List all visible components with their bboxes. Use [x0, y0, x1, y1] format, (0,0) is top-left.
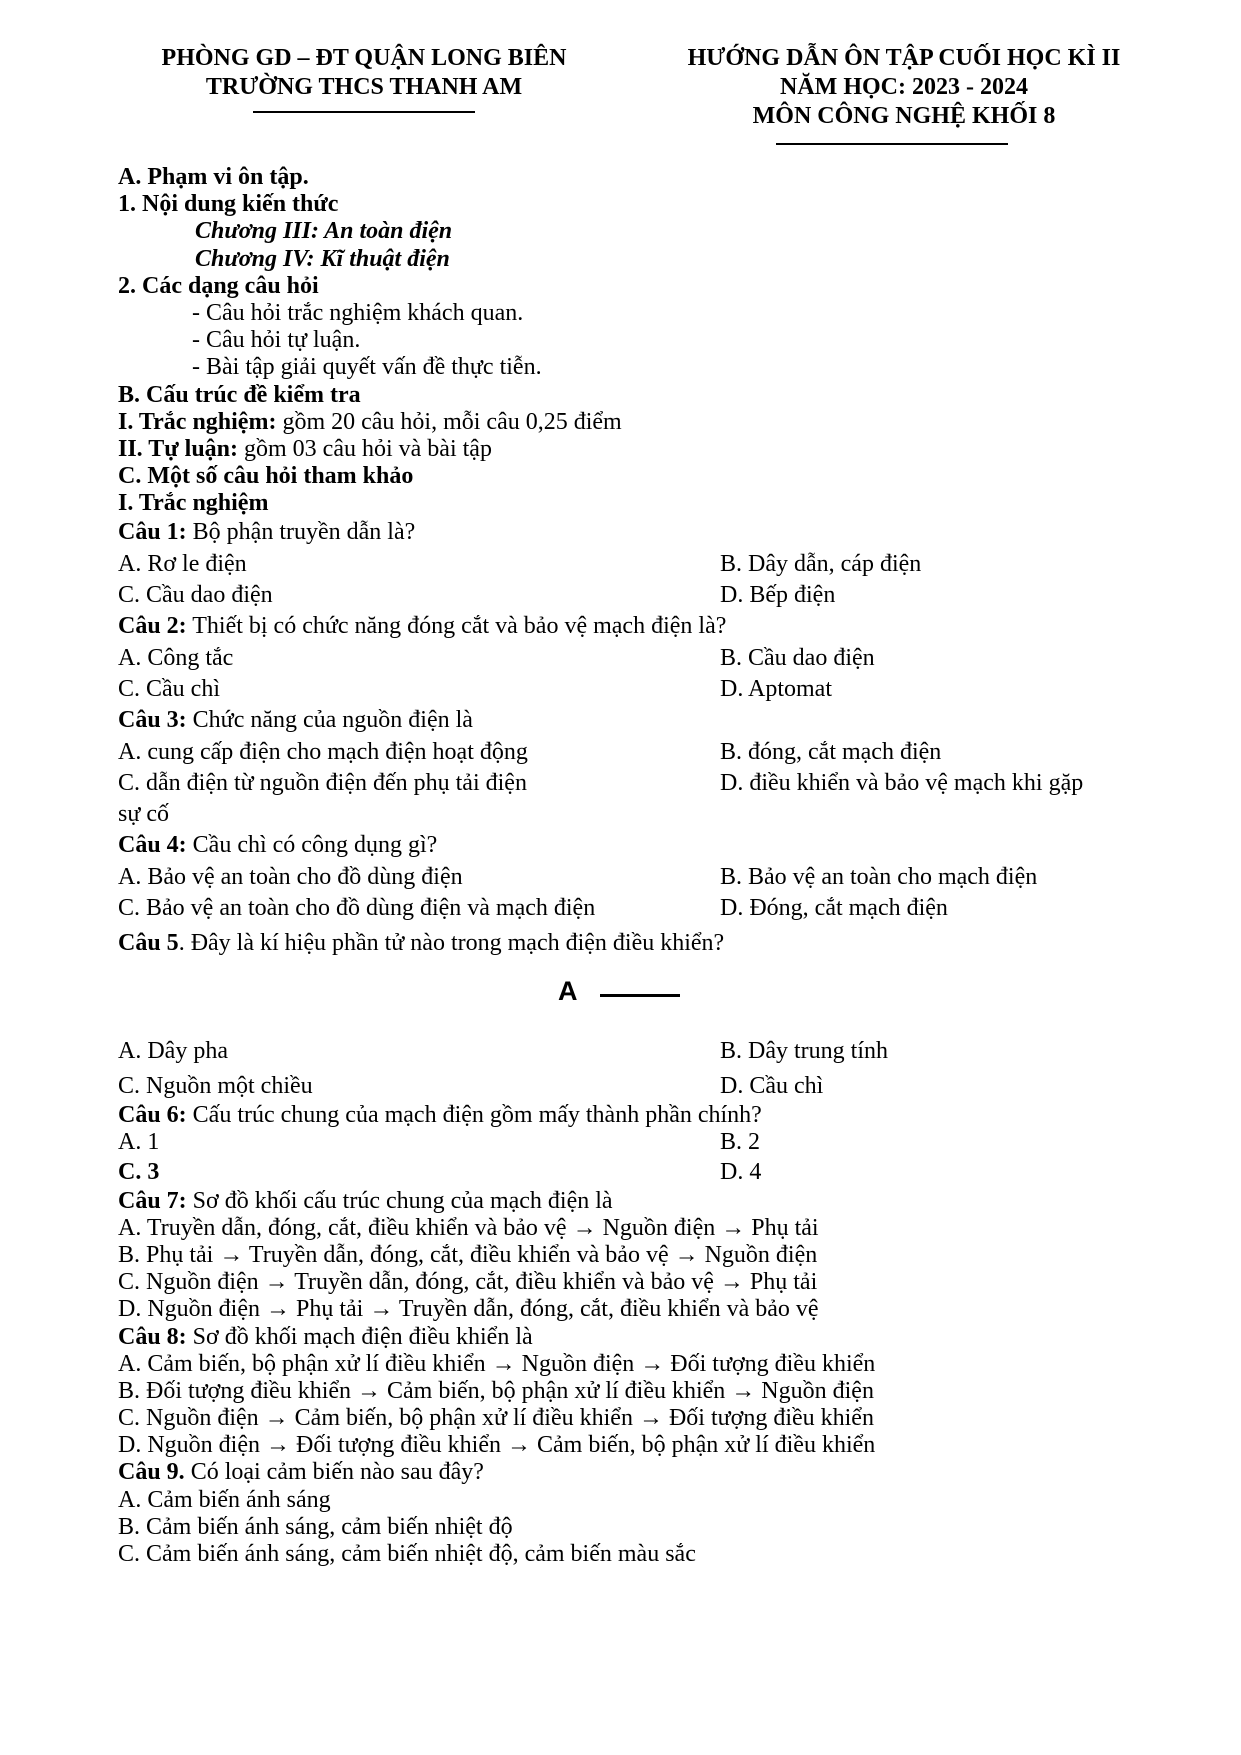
question-text: Chức năng của nguồn điện là: [186, 707, 473, 734]
question-4: [118, 830, 1138, 861]
answer-option: C. dẫn điện từ nguồn điện đến phụ tải điện: [118, 769, 527, 796]
exam-part-1-label: I. Trắc nghiệm:: [118, 408, 277, 435]
question-text: Sơ đồ khối cấu trúc chung của mạch điện là: [186, 1187, 613, 1214]
knowledge-heading: 1. Nội dung kiến thức: [118, 191, 339, 218]
header-left: [120, 44, 608, 102]
answer-option: D. 4: [720, 1158, 762, 1185]
exam-part-2-label: II. Tự luận:: [118, 435, 239, 462]
answer-option: D. Nguồn điện → Đối tượng điều khiển → Cảm biến, bộ phận xử lí điều khiển: [118, 1432, 876, 1459]
answer-option: D. Aptomat: [720, 675, 832, 702]
answer-row: [118, 580, 1138, 611]
question-5: [118, 928, 1138, 959]
question-type-item: - Bài tập giải quyết vấn đề thực tiễn.: [192, 354, 542, 381]
wire-line: [600, 994, 680, 997]
answer-row: [118, 643, 1138, 674]
answer-option: D. Nguồn điện → Phụ tải → Truyền dẫn, đóng, cắt, điều khiển và bảo vệ: [118, 1296, 819, 1323]
answer-option: C. 3: [118, 1158, 160, 1185]
answer-option: B. Phụ tải → Truyền dẫn, đóng, cắt, điều khiển và bảo vệ → Nguồn điện: [118, 1241, 818, 1268]
document-title: HƯỚNG DẪN ÔN TẬP CUỐI HỌC KÌ II: [687, 45, 1121, 71]
exam-part-1-text: gồm 20 câu hỏi, mỗi câu 0,25 điểm: [276, 408, 622, 435]
answer-row: [118, 1157, 1138, 1188]
section-a-title: A. Phạm vi ôn tập.: [118, 164, 309, 190]
answer-option: C. Cầu chì: [118, 675, 220, 702]
question-type-item: - Câu hỏi tự luận.: [192, 327, 361, 354]
answer-option: A. Bảo vệ an toàn cho đồ dùng điện: [118, 863, 463, 890]
answer-row: [118, 737, 1138, 768]
header-right: [620, 44, 1188, 131]
multiple-choice-heading: I. Trắc nghiệm: [118, 490, 269, 517]
exam-part-1: [118, 409, 1138, 436]
answer-option: C. Nguồn điện → Cảm biến, bộ phận xử lí điều khiển → Đối tượng điều khiển: [118, 1405, 874, 1432]
answer-row: [118, 1071, 1138, 1102]
question-1: [118, 517, 1138, 548]
question-6: [118, 1102, 1138, 1129]
question-text: Cấu trúc chung của mạch điện gồm mấy thành phần chính?: [186, 1102, 762, 1129]
question-text: Có loại cảm biến nào sau đây?: [184, 1459, 484, 1486]
question-label: Câu 6:: [118, 1102, 187, 1129]
answer-option: A. Công tắc: [118, 644, 234, 671]
answer-option: A. 1: [118, 1129, 160, 1156]
answer-continuation: sự cố: [118, 801, 169, 828]
question-type-item: - Câu hỏi trắc nghiệm khách quan.: [192, 299, 524, 326]
answer-option: A. Truyền dẫn, đóng, cắt, điều khiển và bảo vệ → Nguồn điện → Phụ tải: [118, 1214, 819, 1241]
answer-option: C. Nguồn điện → Truyền dẫn, đóng, cắt, điều khiển và bảo vệ → Phụ tải: [118, 1269, 818, 1296]
school-name: TRƯỜNG THCS THANH AM: [205, 74, 523, 100]
question-label: Câu 4:: [118, 832, 187, 859]
answer-option: B. Dây trung tính: [720, 1037, 888, 1064]
answer-row: [118, 1036, 1138, 1067]
answer-option: D. Cầu chì: [720, 1072, 824, 1099]
question-label: Câu 5: [118, 930, 179, 957]
answer-option: A. Cảm biến ánh sáng: [118, 1486, 331, 1513]
question-8: [118, 1324, 1138, 1351]
question-label: Câu 1:: [118, 519, 187, 546]
symbol-letter: A: [558, 975, 578, 1006]
question-label: Câu 3:: [118, 707, 187, 734]
answer-option: A. Rơ le điện: [118, 550, 247, 577]
question-types-heading: 2. Các dạng câu hỏi: [118, 272, 319, 299]
question-label: Câu 2:: [118, 613, 187, 640]
question-7: [118, 1188, 1138, 1215]
question-label: Câu 8:: [118, 1323, 187, 1350]
question-text: Thiết bị có chức năng đóng cắt và bảo vệ mạch điện là?: [186, 613, 727, 640]
answer-option: C. Cảm biến ánh sáng, cảm biến nhiệt độ, cảm biến màu sắc: [118, 1541, 696, 1567]
exam-part-2-text: gồm 03 câu hỏi và bài tập: [238, 435, 492, 462]
answer-option: B. đóng, cắt mạch điện: [720, 738, 942, 765]
answer-option: C. Bảo vệ an toàn cho đồ dùng điện và mạch điện: [118, 895, 596, 921]
answer-row: [118, 549, 1138, 580]
header-left-underline: [253, 111, 475, 113]
exam-part-2: [118, 436, 1138, 463]
question-2: [118, 611, 1138, 642]
answer-option: B. Cầu dao điện: [720, 644, 875, 671]
circuit-symbol: [118, 960, 1138, 1036]
answer-option: D. Bếp điện: [720, 582, 836, 609]
answer-option: B. Cảm biến ánh sáng, cảm biến nhiệt độ: [118, 1513, 513, 1540]
answer-option: C. Cầu dao điện: [118, 582, 273, 609]
answer-option: D. Đóng, cắt mạch điện: [720, 895, 948, 921]
chapter-3: Chương III: An toàn điện: [195, 218, 453, 245]
answer-row: [118, 768, 1138, 799]
question-text: Bộ phận truyền dẫn là?: [186, 519, 416, 546]
answer-option: B. Đối tượng điều khiển → Cảm biến, bộ phận xử lí điều khiển → Nguồn điện: [118, 1377, 874, 1404]
answer-row: [118, 674, 1138, 705]
answer-row: [118, 893, 1138, 924]
question-3: [118, 705, 1138, 736]
question-label: Câu 9.: [118, 1459, 185, 1486]
answer-option: B. Dây dẫn, cáp điện: [720, 550, 922, 577]
answer-row: [118, 1129, 1138, 1156]
subject-grade: MÔN CÔNG NGHỆ KHỐI 8: [752, 103, 1056, 129]
answer-option: A. Dây pha: [118, 1037, 228, 1064]
question-text: Cầu chì có công dụng gì?: [186, 832, 438, 859]
answer-option: B. Bảo vệ an toàn cho mạch điện: [720, 863, 1038, 890]
section-c-title: C. Một số câu hỏi tham khảo: [118, 463, 414, 490]
answer-option: D. điều khiển và bảo vệ mạch khi gặp: [720, 769, 1084, 796]
chapter-4: Chương IV: Kĩ thuật điện: [195, 245, 450, 272]
answer-option: A. cung cấp điện cho mạch điện hoạt động: [118, 738, 528, 765]
department-name: PHÒNG GD – ĐT QUẬN LONG BIÊN: [161, 45, 567, 71]
header-right-underline: [776, 143, 1008, 145]
question-label: Câu 7:: [118, 1187, 187, 1214]
question-text: Sơ đồ khối mạch điện điều khiển là: [186, 1323, 533, 1350]
question-text: . Đây là kí hiệu phần tử nào trong mạch điện điều khiển?: [178, 930, 725, 957]
school-year: NĂM HỌC: 2023 - 2024: [780, 74, 1028, 100]
answer-option: B. 2: [720, 1129, 761, 1156]
question-9: [118, 1459, 1138, 1486]
answer-option: A. Cảm biến, bộ phận xử lí điều khiển → Nguồn điện → Đối tượng điều khiển: [118, 1350, 876, 1377]
document-body: [118, 164, 1138, 1568]
section-b-title: B. Cấu trúc đề kiểm tra: [118, 381, 361, 408]
answer-row: [118, 862, 1138, 893]
answer-option: C. Nguồn một chiều: [118, 1072, 313, 1099]
